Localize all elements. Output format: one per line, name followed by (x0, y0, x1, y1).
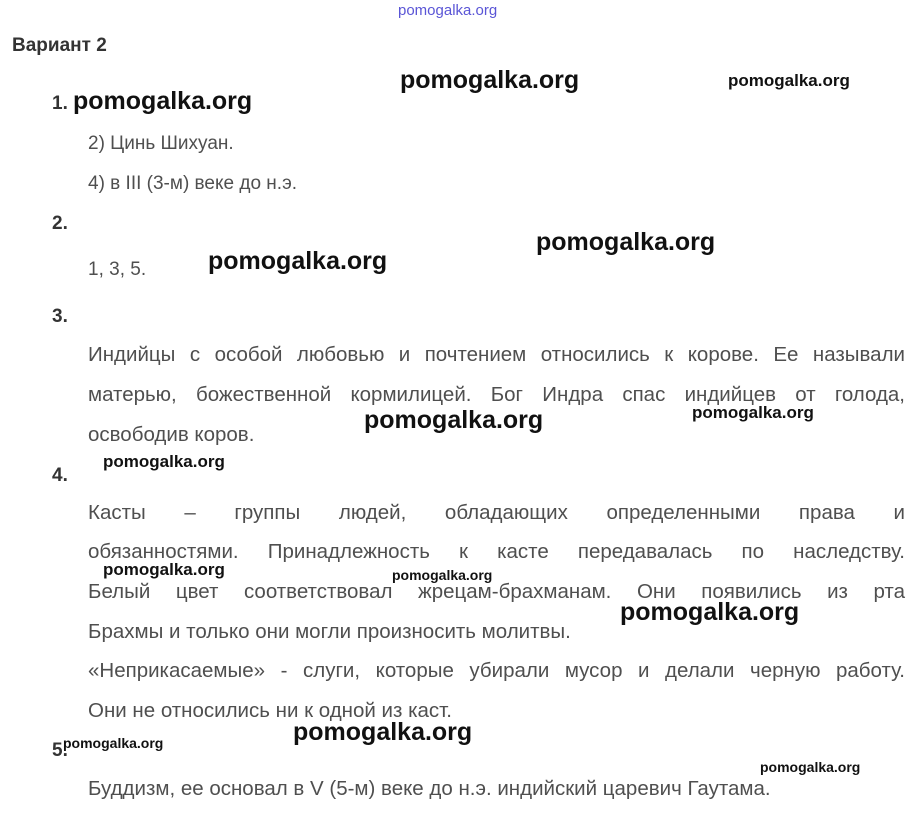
watermark: pomogalka.org (400, 66, 580, 94)
watermark: pomogalka.org (728, 71, 850, 90)
watermark: pomogalka.org (392, 567, 493, 583)
question-number: 1. (52, 93, 68, 114)
answer-line: 4) в III (3-м) веке до н.э. (88, 173, 298, 194)
answer-line: Белый цвет соответствовал жрецам-брахманам. Они появились из рта (88, 580, 905, 603)
watermark: pomogalka.org (73, 87, 253, 115)
answer-line: Буддизм, ее основал в V (5-м) веке до н.э. индийский царевич Гаутама. (88, 777, 771, 800)
answer-line: Индийцы с особой любовью и почтением относились к корове. Ее называли (88, 343, 905, 366)
question-number: 5. (52, 740, 68, 761)
answer-line: освободив коров. (88, 423, 255, 446)
watermark: pomogalka.org (620, 598, 800, 626)
answer-line: Брахмы и только они могли произносить молитвы. (88, 620, 571, 643)
answer-line: 1, 3, 5. (88, 259, 147, 280)
watermark: pomogalka.org (536, 228, 716, 256)
watermark: pomogalka.org (63, 735, 164, 751)
answer-line: «Неприкасаемые» - слуги, которые убирали мусор и делали черную работу. (88, 659, 905, 682)
watermark: pomogalka.org (692, 403, 814, 422)
answer-line: 2) Цинь Шихуан. (88, 133, 234, 154)
watermark: pomogalka.org (208, 247, 388, 275)
answer-line: Касты – группы людей, обладающих определенными права и (88, 501, 905, 524)
watermark-top: pomogalka.org (398, 2, 498, 19)
variant-title: Вариант 2 (12, 35, 107, 56)
answer-line: матерью, божественной кормилицей. Бог Индра спас индийцев от голода, (88, 383, 905, 406)
answer-line: обязанностями. Принадлежность к касте передавалась по наследству. (88, 540, 905, 563)
watermark: pomogalka.org (103, 560, 225, 579)
watermark: pomogalka.org (103, 452, 225, 471)
answer-line: Они не относились ни к одной из каст. (88, 699, 452, 722)
question-number: 2. (52, 213, 68, 234)
watermark: pomogalka.org (760, 759, 861, 775)
watermark: pomogalka.org (364, 406, 544, 434)
question-number: 3. (52, 306, 68, 327)
question-number: 4. (52, 465, 68, 486)
watermark: pomogalka.org (293, 718, 473, 746)
